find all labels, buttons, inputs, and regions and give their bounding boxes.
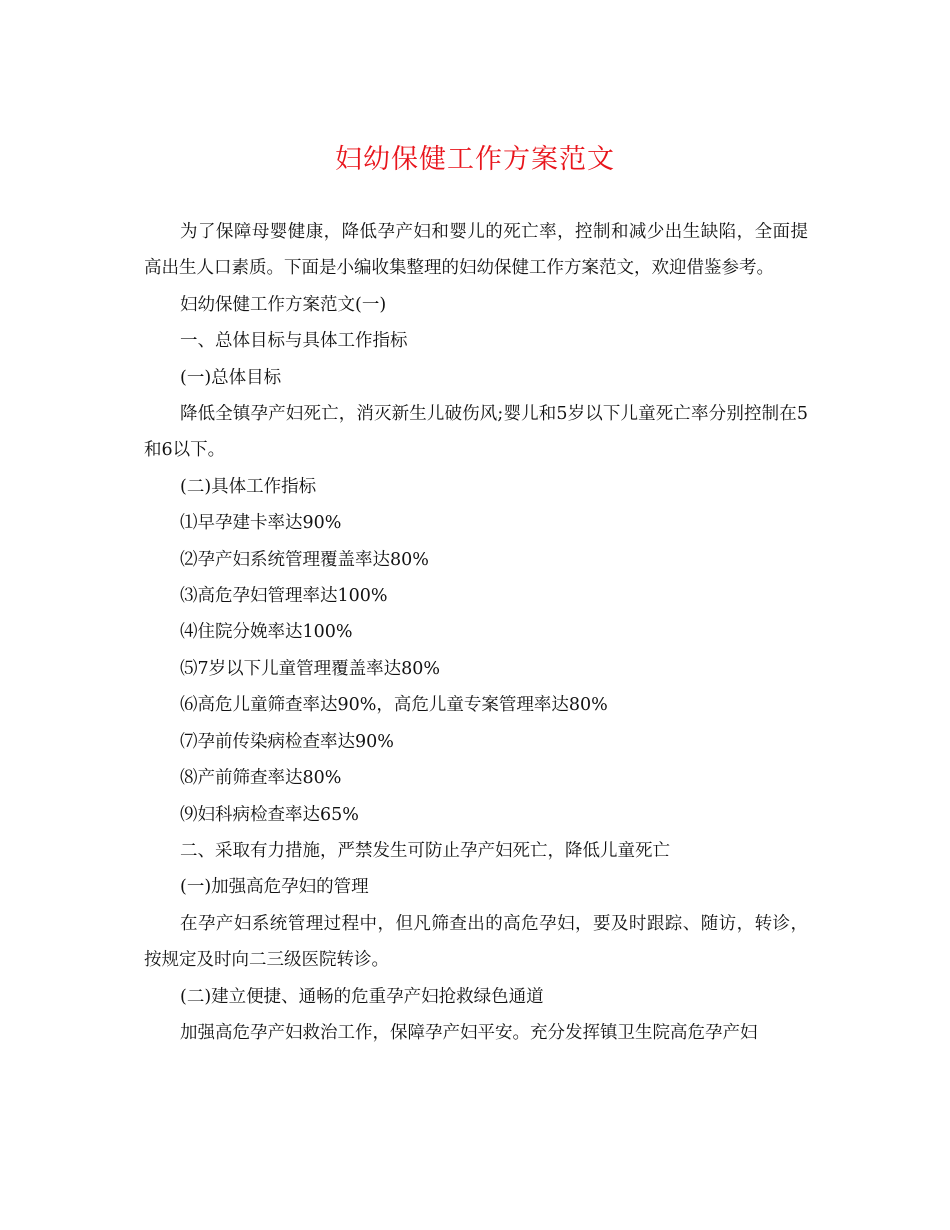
list-item: ⑵孕产妇系统管理覆盖率达80%	[180, 549, 429, 570]
list-item: ⑺孕前传染病检查率达90%	[180, 731, 394, 752]
subsection-heading: (一)总体目标	[180, 367, 282, 388]
document-title: 妇幼保健工作方案范文	[335, 144, 615, 175]
list-item: ⑸7岁以下儿童管理覆盖率达80%	[180, 658, 441, 679]
body-paragraph: 加强高危孕产妇救治工作，保障孕产妇平安。充分发挥镇卫生院高危孕产妇	[180, 1022, 758, 1043]
subsection-heading: (二)建立便捷、通畅的危重孕产妇抢救绿色通道	[180, 986, 544, 1007]
list-item: ⑴早孕建卡率达90%	[180, 513, 342, 534]
section-heading: 二、采取有力措施，严禁发生可防止孕产妇死亡，降低儿童死亡	[180, 840, 670, 861]
body-paragraph: 降低全镇孕产妇死亡，消灭新生儿破伤风;婴儿和5岁以下儿童死亡率分别控制在5和6以下。	[144, 404, 808, 461]
intro-paragraph: 为了保障母婴健康，降低孕产妇和婴儿的死亡率，控制和减少出生缺陷，全面提高出生人口素质。下面是小编收集整理的妇幼保健工作方案范文，欢迎借鉴参考。	[144, 222, 808, 279]
list-item: ⑷住院分娩率达100%	[180, 622, 353, 643]
body-paragraph: 在孕产妇系统管理过程中，但凡筛查出的高危孕妇，要及时跟踪、随访，转诊，按规定及时向二三级医院转诊。	[144, 913, 808, 971]
list-item: ⑶高危孕妇管理率达100%	[180, 586, 388, 607]
list-item: ⑻产前筛查率达80%	[180, 768, 342, 789]
document-body	[144, 214, 808, 1051]
list-item: ⑹高危儿童筛查率达90%，高危儿童专案管理率达80%	[180, 695, 608, 716]
subsection-heading: (一)加强高危孕妇的管理	[180, 877, 369, 898]
subsection-heading: (二)具体工作指标	[180, 476, 317, 497]
list-item: ⑼妇科病检查率达65%	[180, 804, 359, 825]
section-heading: 妇幼保健工作方案范文(一)	[180, 294, 387, 315]
section-heading: 一、总体目标与具体工作指标	[180, 331, 408, 352]
